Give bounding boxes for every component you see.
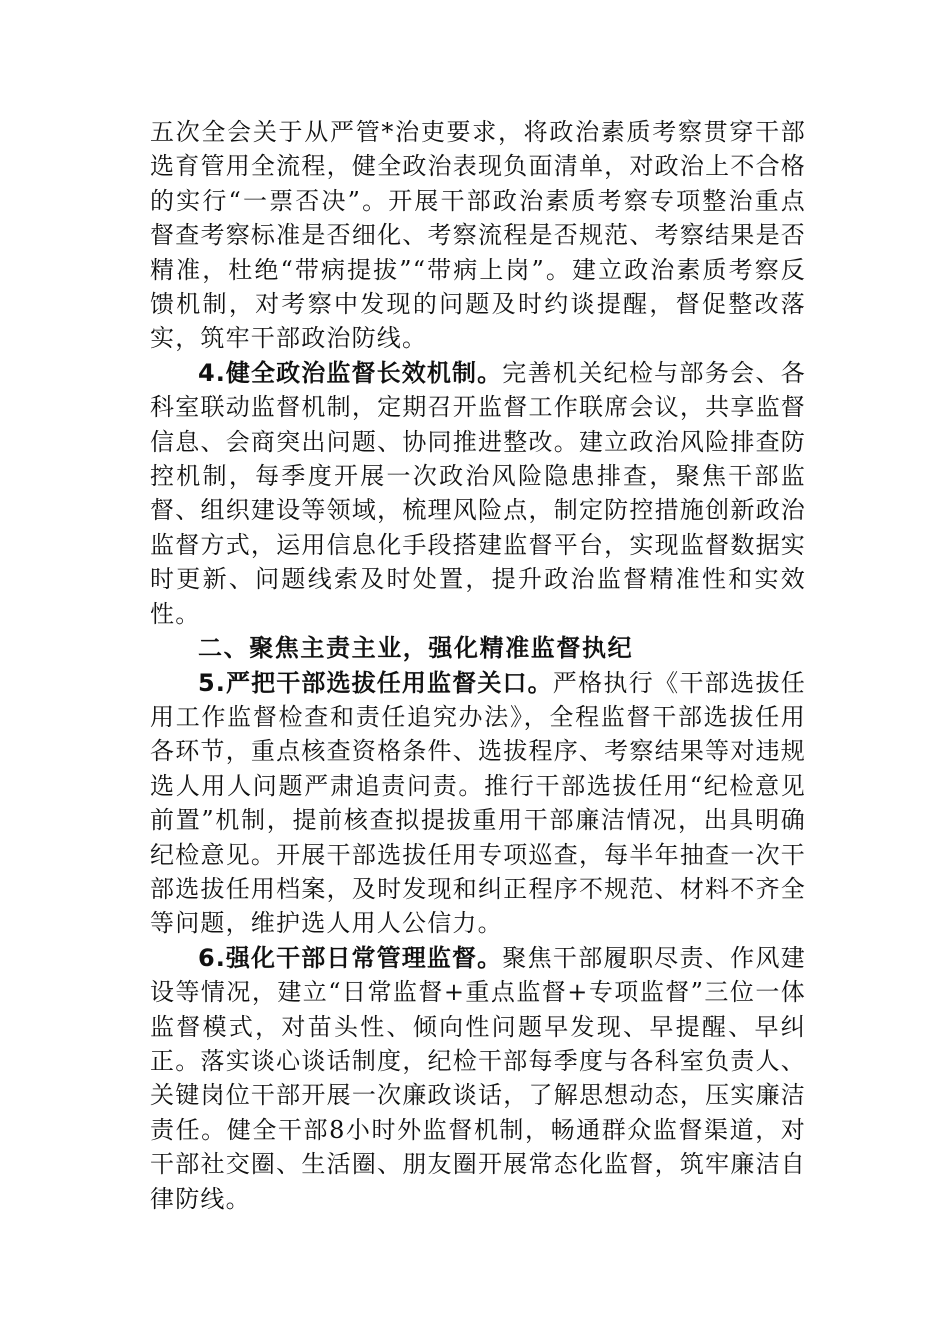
document-body [150,115,806,1216]
paragraph-text: 聚焦干部履职尽责、作风建设等情况，建立“日常监督+重点监督+专项监督”三位一体监督模式，对苗头性、倾向性问题早发现、早提醒、早纠正。落实谈心谈话制度，纪检干部每季度与各科室负责人、关键岗位干部开展一次廉政谈话，了解思想动态，压实廉洁责任。健全干部8小时外监督机制，畅通群众监督渠道，对干部社交圈、生活圈、朋友圈开展常态化监督，筑牢廉洁自律防线。 [150,943,806,1213]
paragraph-text: 严格执行《干部选拔任用工作监督检查和责任追究办法》，全程监督干部选拔任用各环节，重点核查资格条件、选拔程序、考察结果等对违规选人用人问题严肃追责问责。推行干部选拔任用“纪检意见前置”机制，提前核查拟提拔重用干部廉洁情况，出具明确纪检意见。开展干部选拔任用专项巡查，每半年抽查一次干部选拔任用档案，及时发现和纠正程序不规范、材料不齐全等问题，维护选人用人公信力。 [150,668,806,938]
paragraph-text: 五次全会关于从严管*治吏要求，将政治素质考察贯穿干部选育管用全流程，健全政治表现负面清单，对政治上不合格的实行“一票否决”。开展干部政治素质考察专项整治重点督查考察标准是否细化、考察流程是否规范、考察结果是否精准，杜绝“带病提拔”“带病上岗”。建立政治素质考察反馈机制，对考察中发现的问题及时约谈提醒，督促整改落实，筑牢干部政治防线。 [150,118,806,353]
paragraph-text: 完善机关纪检与部务会、各科室联动监督机制，定期召开监督工作联席会议，共享监督信息、会商突出问题、协同推进整改。建立政治风险排查防控机制，每季度开展一次政治风险隐患排查，聚焦干部监督、组织建设等领域，梳理风险点，制定防控措施创新政治监督方式，运用信息化手段搭建监督平台，实现监督数据实时更新、问题线索及时处置，提升政治监督精准性和实效性。 [150,358,806,628]
paragraph-lead: 4.健全政治监督长效机制。 [198,358,503,387]
section-heading: 二、聚焦主责主业，强化精准监督执纪 [198,634,634,663]
paragraph-item-6 [150,941,806,1216]
paragraph-lead: 6.强化干部日常管理监督。 [198,943,503,972]
paragraph-item-4 [150,356,806,631]
paragraph-item-5 [150,666,806,941]
paragraph-lead: 5.严把干部选拔任用监督关口。 [198,668,553,697]
paragraph-continuation [150,115,806,356]
